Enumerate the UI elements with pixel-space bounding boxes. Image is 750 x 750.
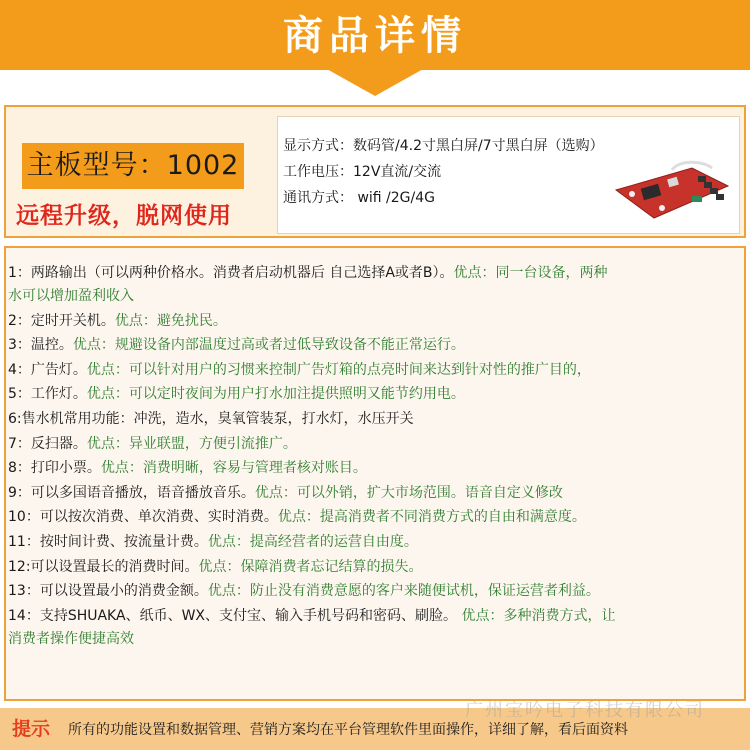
spec-voltage: 工作电压：12V直流/交流 [283, 164, 442, 180]
feature-text: 9：可以多国语音播放，语音播放音乐。 [8, 484, 255, 501]
feature-advantage: 优点：规避设备内部温度过高或者过低导致设备不能正常运行。 [72, 337, 465, 354]
feature-line [8, 580, 742, 603]
feature-text: 11：按时间计费、按流量计费。 [8, 534, 208, 550]
feature-text: 6:售水机常用功能：冲洗，造水，臭氧管装泵，打水灯，水压开关 [8, 411, 414, 427]
feature-text: 3：温控。 [8, 337, 73, 354]
feature-item [8, 262, 742, 308]
feature-item [8, 457, 742, 480]
feature-advantage: 优点：避免扰民。 [114, 312, 227, 329]
feature-line [8, 285, 742, 308]
feature-item [8, 580, 742, 603]
model-number-badge: 主板型号：1002 [22, 143, 244, 189]
feature-item [8, 359, 742, 382]
feature-line [8, 531, 742, 554]
feature-item [8, 556, 742, 579]
feature-advantage: 优点：可以外销，扩大市场范围。语音自定义修改 [254, 484, 563, 501]
feature-advantage: 优点：提高经营者的运营自由度。 [207, 534, 418, 550]
header-notch [325, 68, 425, 96]
feature-advantage: 水可以增加盈利收入 [8, 288, 134, 304]
feature-text: 14：支持SHUAKA、纸币、WX、支付宝、输入手机号码和密码、刷脸。 [8, 607, 462, 624]
feature-line [8, 433, 742, 456]
feature-text: 5：工作灯。 [8, 386, 87, 403]
feature-advantage: 优点：可以定时夜间为用户打水加注提供照明又能节约用电。 [86, 386, 465, 403]
feature-advantage: 消费者操作便捷高效 [8, 630, 134, 647]
feature-item [8, 310, 742, 333]
feature-line [8, 359, 742, 382]
feature-line [8, 408, 742, 431]
feature-item [8, 531, 742, 554]
feature-item [8, 433, 742, 456]
feature-advantage: 优点：提高消费者不同消费方式的自由和满意度。 [277, 509, 586, 526]
feature-line [8, 334, 742, 357]
feature-text: 4：广告灯。 [8, 361, 87, 378]
feature-item [8, 383, 742, 406]
feature-text: 13：可以设置最小的消费金额。 [8, 583, 208, 600]
feature-line [8, 262, 742, 285]
company-watermark: 广州宝吟电子科技有限公司 [465, 700, 705, 721]
tip-label: 提示 [12, 718, 51, 740]
feature-advantage: 优点：同一台设备，两种 [453, 265, 608, 281]
feature-line [8, 628, 742, 651]
feature-item [8, 605, 742, 651]
feature-line [8, 383, 742, 406]
feature-text: 10：可以按次消费、单次消费、实时消费。 [8, 509, 278, 526]
feature-line [8, 457, 742, 480]
feature-text: 7：反扫器。 [8, 435, 87, 452]
feature-item [8, 334, 742, 357]
feature-line [8, 310, 742, 333]
feature-text: 12:可以设置最长的消费时间。 [8, 558, 199, 575]
page-title: 商品详情 [283, 13, 467, 59]
feature-item [8, 506, 742, 529]
feature-text: 8：打印小票。 [8, 460, 101, 477]
feature-line [8, 556, 742, 579]
feature-advantage: 优点：消费明晰，容易与管理者核对账目。 [100, 460, 367, 477]
feature-advantage: 优点：防止没有消费意愿的客户来随便试机，保证运营者利益。 [207, 583, 600, 600]
feature-line [8, 482, 742, 505]
feature-item [8, 408, 742, 431]
feature-advantage: 优点：多种消费方式，让 [461, 607, 616, 624]
model-slogan: 远程升级，脱网使用 [16, 203, 232, 229]
feature-text: 1：两路输出（可以两种价格水。消费者启动机器后 自己选择A或者B）。 [8, 265, 454, 281]
tip-text: 所有的功能设置和数据管理、营销方案均在平台管理软件里面操作，详细了解，看后面资料 [68, 722, 628, 738]
feature-advantage: 优点：异业联盟，方便引流推广。 [86, 435, 297, 452]
feature-line [8, 506, 742, 529]
feature-line [8, 605, 742, 628]
feature-text: 2：定时开关机。 [8, 312, 115, 329]
feature-advantage: 优点：可以针对用户的习惯来控制广告灯箱的点亮时间来达到针对性的推广目的， [86, 361, 591, 378]
spec-display: 显示方式：数码管/4.2寸黑白屏/7寸黑白屏（选购） [283, 138, 604, 154]
circuit-board-image [612, 160, 732, 222]
feature-advantage: 优点：保障消费者忘记结算的损失。 [198, 558, 423, 575]
feature-item [8, 482, 742, 505]
spec-communication: 通讯方式： wifi /2G/4G [283, 190, 436, 206]
